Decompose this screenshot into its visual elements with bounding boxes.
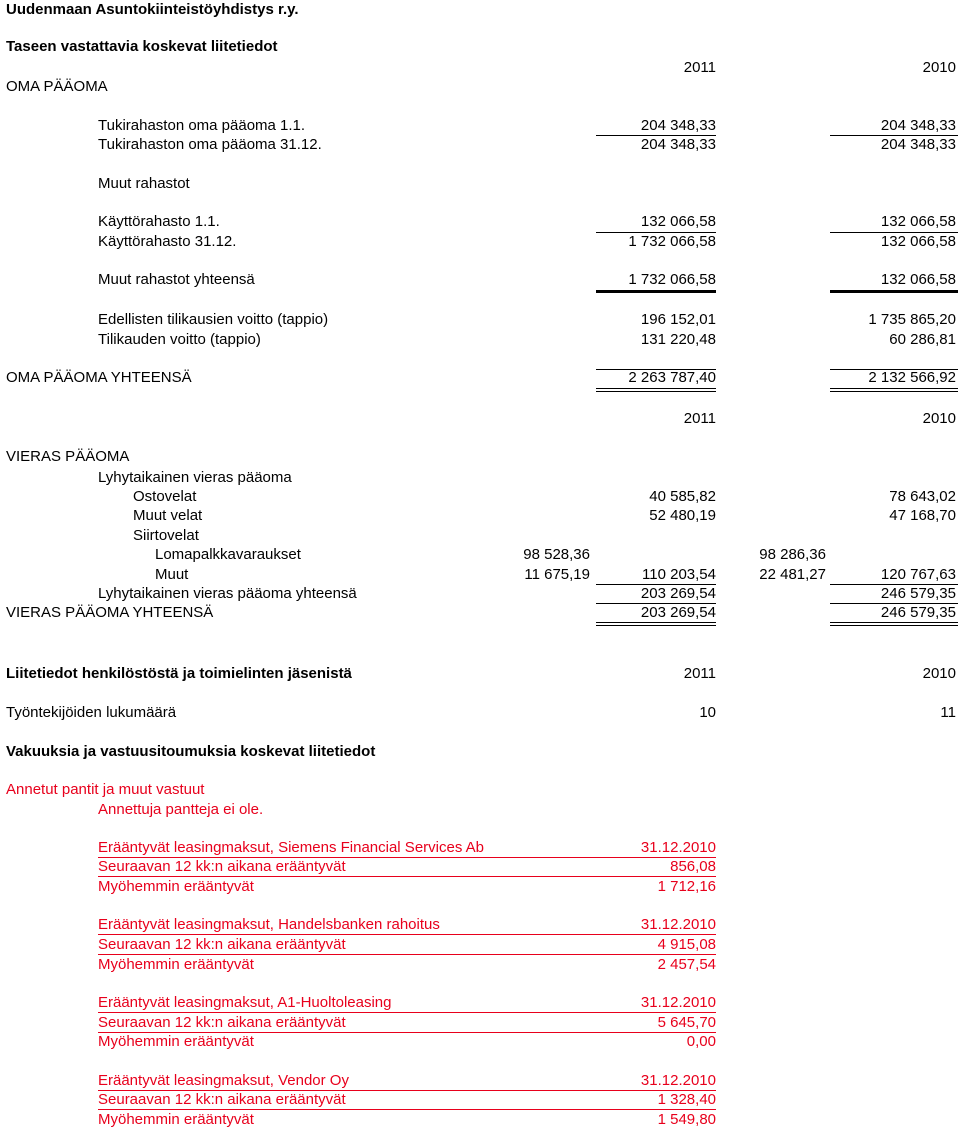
lease-next-value: 1 328,40: [657, 1091, 716, 1108]
lease-later-value: 0,00: [686, 1033, 716, 1050]
muut-total-2011: 1 732 066,58: [628, 271, 716, 288]
equity-total-label: OMA PÄÄOMA YHTEENSÄ: [6, 369, 192, 386]
lease-next-label: Seuraavan 12 kk:n aikana erääntyvät: [98, 1091, 346, 1108]
tuki-end-2010: 204 348,33: [880, 136, 956, 153]
overline: [830, 369, 958, 370]
muut-total-2010: 132 066,58: [880, 271, 956, 288]
equity-title: OMA PÄÄOMA: [6, 78, 108, 95]
year-2011-header: 2011: [683, 59, 716, 76]
liabilities-total-label: VIERAS PÄÄOMA YHTEENSÄ: [6, 604, 214, 621]
short-term-heading: Lyhytaikainen vieras pääoma: [98, 469, 292, 486]
lease-underline: [98, 1012, 716, 1013]
double-underline: [596, 388, 716, 392]
muut-velat-label: Muut velat: [133, 507, 203, 524]
staff-year-2010: 2010: [922, 665, 956, 682]
lease-underline: [98, 1109, 716, 1110]
ostovelat-2010: 78 643,02: [889, 488, 956, 505]
prev-profit-label: Edellisten tilikausien voitto (tappio): [98, 311, 329, 328]
muut-2011: 110 203,54: [642, 566, 716, 583]
guarantees-title: Vakuuksia ja vastuusitoumuksia koskevat liitetiedot: [6, 743, 376, 760]
staff-count-2010: 11: [940, 704, 956, 721]
lease-title: Erääntyvät leasingmaksut, Vendor Oy: [98, 1072, 349, 1089]
muut-total-label: Muut rahastot yhteensä: [98, 271, 255, 288]
overline: [596, 369, 716, 370]
staff-title: Liitetiedot henkilöstöstä ja toimielinten jäsenistä: [6, 665, 352, 682]
lease-next-value: 4 915,08: [657, 936, 716, 953]
double-underline: [596, 622, 716, 626]
loma-label: Lomapalkkavaraukset: [155, 546, 301, 563]
equity-total-2011: 2 263 787,40: [628, 369, 716, 386]
loma-2011-sub: 98 528,36: [523, 546, 590, 563]
siirtovelat-heading: Siirtovelat: [133, 527, 199, 544]
kaytto-start-label: Käyttörahasto 1.1.: [98, 213, 220, 230]
lease-underline: [98, 934, 716, 935]
equity-total-2010: 2 132 566,92: [868, 369, 956, 386]
kaytto-end-label: Käyttörahasto 31.12.: [98, 233, 237, 250]
kaytto-start-2010: 132 066,58: [880, 213, 956, 230]
year-2010-header: 2010: [922, 59, 956, 76]
muut-velat-2010: 47 168,70: [889, 507, 956, 524]
section-subtitle: Taseen vastattavia koskevat liitetiedot: [6, 38, 278, 55]
lease-next-value: 856,08: [670, 858, 716, 875]
lease-next-label: Seuraavan 12 kk:n aikana erääntyvät: [98, 936, 346, 953]
lease-title: Erääntyvät leasingmaksut, Handelsbanken rahoitus: [98, 916, 440, 933]
prev-profit-2011: 196 152,01: [640, 311, 716, 328]
lease-title: Erääntyvät leasingmaksut, Siemens Financial Services Ab: [98, 839, 485, 856]
lease-later-label: Myöhemmin erääntyvät: [98, 1111, 254, 1128]
lease-date: 31.12.2010: [640, 916, 716, 933]
ostovelat-2011: 40 585,82: [649, 488, 716, 505]
pledges-none: Annettuja pantteja ei ole.: [98, 801, 264, 818]
year-2010-header-2: 2010: [922, 410, 956, 427]
short-total-2010: 246 579,35: [880, 585, 956, 602]
tuki-end-label: Tukirahaston oma pääoma 31.12.: [98, 136, 322, 153]
muut-2010: 120 767,63: [880, 566, 956, 583]
lease-underline: [98, 954, 716, 955]
lease-next-label: Seuraavan 12 kk:n aikana erääntyvät: [98, 858, 346, 875]
kaytto-start-2011: 132 066,58: [640, 213, 716, 230]
pledges-heading: Annetut pantit ja muut vastuut: [6, 781, 205, 798]
underline-thick: [596, 290, 716, 293]
muut-label: Muut: [155, 566, 189, 583]
company-name: Uudenmaan Asuntokiinteistöyhdistys r.y.: [6, 1, 299, 18]
lease-next-value: 5 645,70: [657, 1014, 716, 1031]
ostovelat-label: Ostovelat: [133, 488, 197, 505]
tuki-start-2011: 204 348,33: [640, 117, 716, 134]
lease-date: 31.12.2010: [640, 994, 716, 1011]
liabilities-title: VIERAS PÄÄOMA: [6, 448, 130, 465]
underline-thick: [830, 290, 958, 293]
loma-2010-sub: 98 286,36: [759, 546, 826, 563]
lease-later-value: 2 457,54: [657, 956, 716, 973]
tuki-start-label: Tukirahaston oma pääoma 1.1.: [98, 117, 306, 134]
lease-later-value: 1 549,80: [657, 1111, 716, 1128]
staff-count-label: Työntekijöiden lukumäärä: [6, 704, 177, 721]
liabilities-total-2011: 203 269,54: [640, 604, 716, 621]
prev-profit-2010: 1 735 865,20: [868, 311, 956, 328]
lease-date: 31.12.2010: [640, 839, 716, 856]
liabilities-total-2010: 246 579,35: [880, 604, 956, 621]
lease-later-label: Myöhemmin erääntyvät: [98, 878, 254, 895]
profit-2010: 60 286,81: [889, 331, 956, 348]
lease-later-value: 1 712,16: [657, 878, 716, 895]
lease-next-label: Seuraavan 12 kk:n aikana erääntyvät: [98, 1014, 346, 1031]
tuki-end-2011: 204 348,33: [640, 136, 716, 153]
muut-2010-sub: 22 481,27: [759, 566, 826, 583]
year-2011-header-2: 2011: [683, 410, 716, 427]
double-underline: [830, 622, 958, 626]
staff-year-2011: 2011: [683, 665, 716, 682]
double-underline: [830, 388, 958, 392]
lease-underline: [98, 876, 716, 877]
muut-2011-sub: 11 675,19: [524, 566, 590, 583]
lease-date: 31.12.2010: [640, 1072, 716, 1089]
kaytto-end-2011: 1 732 066,58: [628, 233, 716, 250]
profit-label: Tilikauden voitto (tappio): [98, 331, 261, 348]
lease-later-label: Myöhemmin erääntyvät: [98, 1033, 254, 1050]
profit-2011: 131 220,48: [640, 331, 716, 348]
short-total-label: Lyhytaikainen vieras pääoma yhteensä: [98, 585, 357, 602]
kaytto-end-2010: 132 066,58: [880, 233, 956, 250]
lease-later-label: Myöhemmin erääntyvät: [98, 956, 254, 973]
muut-rahastot-heading: Muut rahastot: [98, 175, 190, 192]
staff-count-2011: 10: [699, 704, 716, 721]
lease-title: Erääntyvät leasingmaksut, A1-Huoltoleasing: [98, 994, 392, 1011]
muut-velat-2011: 52 480,19: [649, 507, 716, 524]
tuki-start-2010: 204 348,33: [880, 117, 956, 134]
short-total-2011: 203 269,54: [640, 585, 716, 602]
